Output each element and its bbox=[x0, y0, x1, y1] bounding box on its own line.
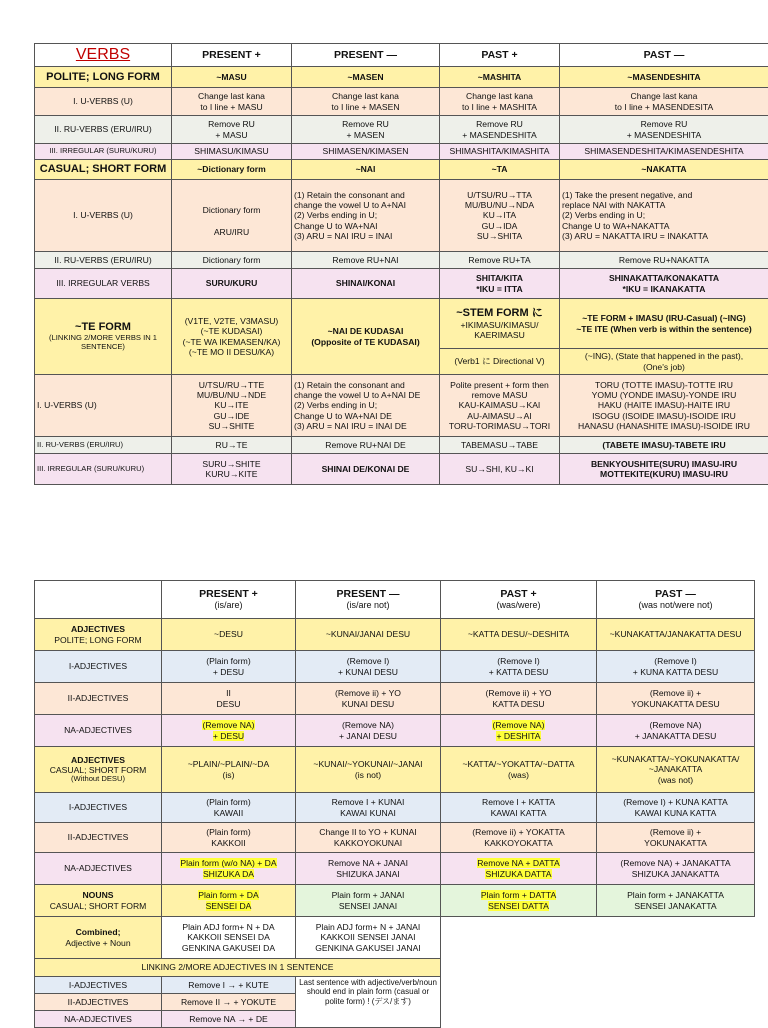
adj-linking-title-row bbox=[35, 959, 755, 977]
cell bbox=[441, 715, 597, 747]
cell: ~MASEN bbox=[292, 67, 440, 88]
row-label: II. RU-VERBS (ERU/IRU) bbox=[35, 252, 172, 269]
adj-combined-row bbox=[35, 917, 755, 959]
empty-cell bbox=[597, 917, 755, 959]
cell: Remove II → + YOKUTE bbox=[162, 994, 296, 1011]
row-label: I-ADJECTIVES bbox=[35, 793, 162, 823]
cell: Remove RU + MASEN bbox=[292, 116, 440, 144]
row-label: I-ADJECTIVES bbox=[35, 977, 162, 994]
cell: RU→TE bbox=[172, 437, 292, 454]
cell: ~NAI bbox=[292, 160, 440, 180]
verbs-te-label bbox=[35, 299, 172, 375]
table-row bbox=[35, 116, 768, 144]
table-row bbox=[35, 269, 768, 299]
cell bbox=[162, 885, 296, 917]
table-row bbox=[35, 715, 755, 747]
empty-cell bbox=[441, 1011, 597, 1028]
cell: (Remove ii) + YOKUNAKATTA bbox=[597, 823, 755, 853]
cell-text: Dictionary form bbox=[174, 193, 289, 227]
table-row bbox=[35, 454, 768, 485]
table-row bbox=[35, 823, 755, 853]
cell: SHINAI/KONAI bbox=[292, 269, 440, 299]
adj-casual-label bbox=[35, 747, 162, 793]
empty-cell bbox=[597, 959, 755, 977]
cell: (Remove I) + KUNA KATTA DESU bbox=[597, 651, 755, 683]
cell: (1) Retain the consonant and change the vowel U to A+NAI (2) Verbs ending in U; Change U to WA+NAI (3) ARU = NAI IRU = INAI bbox=[292, 180, 440, 252]
cell: (Remove NA) + JANAI DESU bbox=[296, 715, 441, 747]
cell: (Plain form) KAKKOII bbox=[162, 823, 296, 853]
empty-cell bbox=[597, 977, 755, 994]
row-label: I-ADJECTIVES bbox=[35, 651, 162, 683]
cell: Plain form + JANAKATTA SENSEI JANAKATTA bbox=[597, 885, 755, 917]
adj-header-present-negative bbox=[296, 581, 441, 619]
table-row bbox=[35, 144, 768, 160]
cell: SHITA/KITA *IKU = ITTA bbox=[440, 269, 560, 299]
cell: SHINAKATTA/KONAKATTA *IKU = IKANAKATTA bbox=[560, 269, 768, 299]
cell: SHIMASU/KIMASU bbox=[172, 144, 292, 160]
header-label: PRESENT — bbox=[336, 588, 399, 600]
verbs-polite-label: POLITE; LONG FORM bbox=[35, 67, 172, 88]
cell: Remove RU+NAKATTA bbox=[560, 252, 768, 269]
adj-header-present-positive bbox=[162, 581, 296, 619]
cell: Plain ADJ form+ N + JANAI KAKKOII SENSEI JANAI GENKINA GAKUSEI JANAI bbox=[296, 917, 441, 959]
linking-note: Last sentence with adjective/verb/noun should end in plain form (casual or polite form) ! (デス/ます) bbox=[296, 977, 441, 1028]
cell: ~PLAIN/~PLAIN/~DA (is) bbox=[162, 747, 296, 793]
cell: Change last kana to I line + MASU bbox=[172, 88, 292, 116]
adj-polite-row bbox=[35, 619, 755, 651]
cell: ~KUNAI/JANAI DESU bbox=[296, 619, 441, 651]
verbs-title: VERBS bbox=[35, 44, 172, 67]
cell: SURU/KURU bbox=[172, 269, 292, 299]
cell: Remove NA + JANAI SHIZUKA JANAI bbox=[296, 853, 441, 885]
table-row bbox=[35, 437, 768, 454]
header-label: PAST — bbox=[655, 588, 696, 600]
cell: (V1TE, V2TE, V3MASU) (~TE KUDASAI) (~TE WA IKEMASEN/KA) (~TE MO II DESU/KA) bbox=[172, 299, 292, 375]
cell: ~MASHITA bbox=[440, 67, 560, 88]
linking-title: LINKING 2/MORE ADJECTIVES IN 1 SENTENCE bbox=[35, 959, 441, 977]
row-label: III. IRREGULAR (SURU/KURU) bbox=[35, 454, 172, 485]
cell: Plain ADJ form+ N + DA KAKKOII SENSEI DA GENKINA GAKUSEI DA bbox=[162, 917, 296, 959]
table-row bbox=[35, 977, 755, 994]
row-label: II-ADJECTIVES bbox=[35, 994, 162, 1011]
verbs-header-present-positive: PRESENT + bbox=[172, 44, 292, 67]
cell: (Remove NA) + JANAKATTA SHIZUKA JANAKATTA bbox=[597, 853, 755, 885]
label-sub: POLITE; LONG FORM bbox=[37, 635, 159, 645]
cell: Remove I + KATTA KAWAI KATTA bbox=[441, 793, 597, 823]
header-sub: (was not/were not) bbox=[599, 600, 752, 611]
cell: U/TSU/RU→TTE MU/BU/NU→NDE KU→ITE GU→IDE SU→SHITE bbox=[172, 375, 292, 437]
cell: (1) Take the present negative, and replace NAI with NAKATTA (2) Verbs ending in U; Change U to WA+NAKATTA (3) ARU = NAKATTA IRU = INAKATTA bbox=[560, 180, 768, 252]
cell bbox=[441, 885, 597, 917]
header-sub: (was/were) bbox=[443, 600, 594, 611]
adj-header-past-positive bbox=[441, 581, 597, 619]
cell: Remove RU + MASENDESHITA bbox=[560, 116, 768, 144]
cell: SHIMASEN/KIMASEN bbox=[292, 144, 440, 160]
cell bbox=[172, 180, 292, 252]
row-label: II-ADJECTIVES bbox=[35, 683, 162, 715]
cell: Remove NA → + DE bbox=[162, 1011, 296, 1028]
table-row bbox=[35, 375, 768, 437]
cell: ~MASU bbox=[172, 67, 292, 88]
adjectives-table bbox=[34, 580, 755, 1028]
cell-text: ARU/IRU bbox=[174, 227, 289, 237]
highlighted-text: Plain form + DA SENSEI DA bbox=[198, 890, 258, 910]
verbs-te-row bbox=[35, 299, 768, 349]
cell: SHINAI DE/KONAI DE bbox=[292, 454, 440, 485]
cell: (Plain form) KAWAII bbox=[162, 793, 296, 823]
header-empty-cell bbox=[35, 581, 162, 619]
te-title: ~TE FORM bbox=[37, 321, 169, 334]
empty-cell bbox=[441, 959, 597, 977]
cell: ~KUNAKATTA/~YOKUNAKATTA/ ~JANAKATTA (was not) bbox=[597, 747, 755, 793]
empty-cell bbox=[597, 994, 755, 1011]
cell: (Remove I) + KUNAI DESU bbox=[296, 651, 441, 683]
label-title: NOUNS bbox=[37, 890, 159, 900]
row-label: NA-ADJECTIVES bbox=[35, 853, 162, 885]
cell: (Remove ii) + YO KATTA DESU bbox=[441, 683, 597, 715]
label-title: Combined; bbox=[37, 927, 159, 937]
te-subtitle: (LINKING 2/MORE VERBS IN 1 SENTENCE) bbox=[37, 334, 169, 352]
cell: Change last kana to I line + MASEN bbox=[292, 88, 440, 116]
empty-cell bbox=[441, 994, 597, 1011]
cell: ~Dictionary form bbox=[172, 160, 292, 180]
cell: (Plain form) + DESU bbox=[162, 651, 296, 683]
cell: (Verb1 に Directional V) bbox=[440, 349, 560, 375]
cell: Change last kana to I line + MASHITA bbox=[440, 88, 560, 116]
row-label: II-ADJECTIVES bbox=[35, 823, 162, 853]
cell: (1) Retain the consonant and change the vowel U to A+NAI DE (2) Verbs ending in U; Change U to WA+NAI DE (3) ARU = NAI IRU = INAI DE bbox=[292, 375, 440, 437]
empty-cell bbox=[441, 917, 597, 959]
label-sub: CASUAL; SHORT FORM bbox=[37, 765, 159, 775]
row-label: II. RU-VERBS (ERU/IRU) bbox=[35, 437, 172, 454]
adjectives-header-row bbox=[35, 581, 755, 619]
cell: SU→SHI, KU→KI bbox=[440, 454, 560, 485]
adj-nouns-row bbox=[35, 885, 755, 917]
verbs-table bbox=[34, 43, 768, 485]
cell: Change II to YO + KUNAI KAKKOYOKUNAI bbox=[296, 823, 441, 853]
adj-casual-row bbox=[35, 747, 755, 793]
cell: Remove RU+TA bbox=[440, 252, 560, 269]
cell bbox=[162, 853, 296, 885]
verbs-header-past-positive: PAST + bbox=[440, 44, 560, 67]
label-sub: Adjective + Noun bbox=[37, 938, 159, 948]
table-row bbox=[35, 683, 755, 715]
highlighted-text: (Remove NA) + DESU bbox=[202, 720, 254, 740]
table-row bbox=[35, 88, 768, 116]
row-label: NA-ADJECTIVES bbox=[35, 715, 162, 747]
row-label: I. U-VERBS (U) bbox=[35, 88, 172, 116]
highlighted-text: Plain form (w/o NA) + DA SHIZUKA DA bbox=[180, 858, 276, 878]
row-label: I. U-VERBS (U) bbox=[35, 375, 172, 437]
verbs-header-past-negative: PAST — bbox=[560, 44, 768, 67]
row-label: III. IRREGULAR VERBS bbox=[35, 269, 172, 299]
cell: Remove RU+NAI bbox=[292, 252, 440, 269]
nouns-label bbox=[35, 885, 162, 917]
cell: (Remove I) + KUNA KATTA KAWAI KUNA KATTA bbox=[597, 793, 755, 823]
verbs-header-present-negative: PRESENT — bbox=[292, 44, 440, 67]
cell: Remove I + KUNAI KAWAI KUNAI bbox=[296, 793, 441, 823]
cell: SURU→SHITE KURU→KITE bbox=[172, 454, 292, 485]
table-row bbox=[35, 180, 768, 252]
label-sub: CASUAL; SHORT FORM bbox=[37, 901, 159, 911]
row-label: III. IRREGULAR (SURU/KURU) bbox=[35, 144, 172, 160]
table-row bbox=[35, 853, 755, 885]
table-row bbox=[35, 252, 768, 269]
verbs-header-row bbox=[35, 44, 768, 67]
cell: Polite present + form then remove MASU KAU-KAIMASU→KAI AU-AIMASU→AI TORU-TORIMASU→TORI bbox=[440, 375, 560, 437]
cell: BENKYOUSHITE(SURU) IMASU-IRU MOTTEKITE(KURU) IMASU-IRU bbox=[560, 454, 768, 485]
cell bbox=[440, 299, 560, 349]
cell: SHIMASENDESHITA/KIMASENDESHITA bbox=[560, 144, 768, 160]
row-label: II. RU-VERBS (ERU/IRU) bbox=[35, 116, 172, 144]
cell bbox=[441, 853, 597, 885]
row-label: I. U-VERBS (U) bbox=[35, 180, 172, 252]
cell: (Remove ii) + YOKATTA KAKKOYOKATTA bbox=[441, 823, 597, 853]
combined-label bbox=[35, 917, 162, 959]
cell: Remove RU + MASENDESHITA bbox=[440, 116, 560, 144]
cell: TABEMASU→TABE bbox=[440, 437, 560, 454]
verbs-casual-label: CASUAL; SHORT FORM bbox=[35, 160, 172, 180]
cell-text: +IKIMASU/KIMASU/ KAERIMASU bbox=[442, 320, 557, 340]
header-sub: (is/are) bbox=[164, 600, 293, 611]
cell: Remove RU + MASU bbox=[172, 116, 292, 144]
cell bbox=[162, 715, 296, 747]
cell: SHIMASHITA/KIMASHITA bbox=[440, 144, 560, 160]
adj-header-past-negative bbox=[597, 581, 755, 619]
cell: ~NAI DE KUDASAI (Opposite of TE KUDASAI) bbox=[292, 299, 440, 375]
header-sub: (is/are not) bbox=[298, 600, 438, 611]
cell: ~TA bbox=[440, 160, 560, 180]
cell: Remove RU+NAI DE bbox=[292, 437, 440, 454]
cell: II DESU bbox=[162, 683, 296, 715]
cell: (Remove ii) + YOKUNAKATTA DESU bbox=[597, 683, 755, 715]
cell: (Remove NA) + JANAKATTA DESU bbox=[597, 715, 755, 747]
cell: Remove I → + KUTE bbox=[162, 977, 296, 994]
verbs-polite-row bbox=[35, 67, 768, 88]
cell: (TABETE IMASU)-TABETE IRU bbox=[560, 437, 768, 454]
cell: (~ING), (State that happened in the past), (One's job) bbox=[560, 349, 768, 375]
empty-cell bbox=[441, 977, 597, 994]
cell: ~KATTA DESU/~DESHITA bbox=[441, 619, 597, 651]
cell: (Remove I) + KATTA DESU bbox=[441, 651, 597, 683]
cell: ~KUNAI/~YOKUNAI/~JANAI (is not) bbox=[296, 747, 441, 793]
cell: Change last kana to I line + MASENDESITA bbox=[560, 88, 768, 116]
cell: (Remove ii) + YO KUNAI DESU bbox=[296, 683, 441, 715]
cell: ~TE FORM + IMASU (IRU-Casual) (~ING) ~TE ITE (When verb is within the sentence) bbox=[560, 299, 768, 349]
verbs-casual-row bbox=[35, 160, 768, 180]
cell: ~KUNAKATTA/JANAKATTA DESU bbox=[597, 619, 755, 651]
stem-form-title: ~STEM FORM に bbox=[442, 307, 557, 320]
cell: ~MASENDESHITA bbox=[560, 67, 768, 88]
highlighted-text: Plain form + DATTA SENSEI DATTA bbox=[481, 890, 556, 910]
table-row bbox=[35, 651, 755, 683]
cell: TORU (TOTTE IMASU)-TOTTE IRU YOMU (YONDE IMASU)-YONDE IRU HAKU (HAITE IMASU)-HAITE IRU ISOGU (ISOIDE IMASU)-ISOIDE IRU HANASU (HANASHITE IMASU)-ISOIDE IRU bbox=[560, 375, 768, 437]
label-title: ADJECTIVES bbox=[37, 755, 159, 765]
cell: Plain form + JANAI SENSEI JANAI bbox=[296, 885, 441, 917]
highlighted-text: Remove NA + DATTA SHIZUKA DATTA bbox=[477, 858, 560, 878]
empty-cell bbox=[597, 1011, 755, 1028]
adj-polite-label bbox=[35, 619, 162, 651]
table-row bbox=[35, 793, 755, 823]
row-label: NA-ADJECTIVES bbox=[35, 1011, 162, 1028]
cell: ~DESU bbox=[162, 619, 296, 651]
header-label: PAST + bbox=[500, 588, 536, 600]
header-label: PRESENT + bbox=[199, 588, 258, 600]
cell: ~NAKATTA bbox=[560, 160, 768, 180]
cell: Dictionary form bbox=[172, 252, 292, 269]
label-note: (Without DESU) bbox=[37, 775, 159, 784]
highlighted-text: (Remove NA) + DESHITA bbox=[492, 720, 544, 740]
label-title: ADJECTIVES bbox=[37, 624, 159, 634]
cell: ~KATTA/~YOKATTA/~DATTA (was) bbox=[441, 747, 597, 793]
cell: U/TSU/RU→TTA MU/BU/NU→NDA KU→ITA GU→IDA SU→SHITA bbox=[440, 180, 560, 252]
